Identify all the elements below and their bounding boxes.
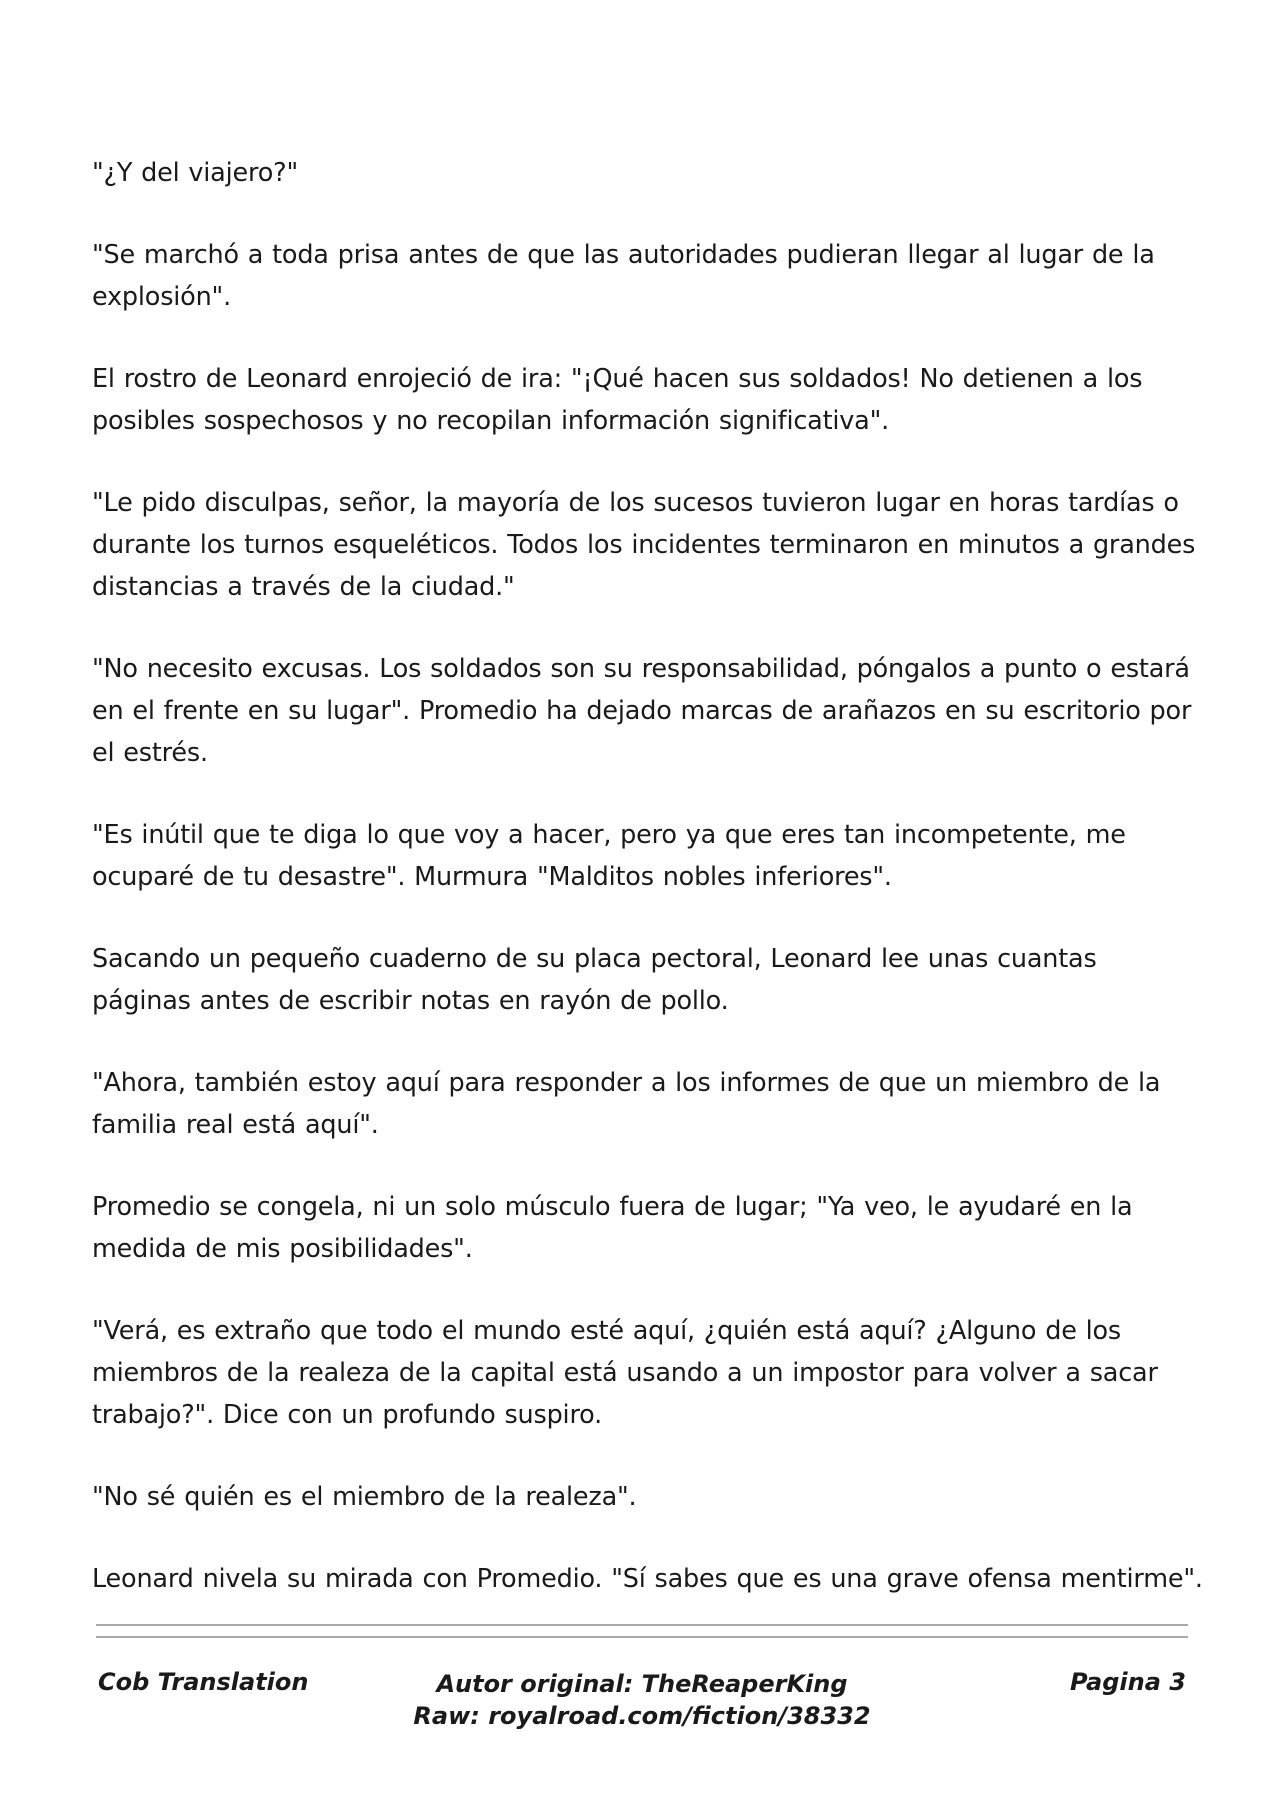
paragraph-11: "No sé quién es el miembro de la realeza". (92, 1482, 637, 1512)
footer-divider (96, 1624, 1188, 1648)
paragraph-5: "No necesito excusas. Los soldados son su responsabilidad, póngalos a punto o estará en el frente en su lugar". Promedio ha dejado marcas de arañazos en su escritorio por el estrés. (92, 654, 1192, 768)
paragraph-3: El rostro de Leonard enrojeció de ira: "¡Qué hacen sus soldados! No detienen a los posibles sospechosos y no recopilan información significativa". (92, 364, 1143, 436)
paragraph-6: "Es inútil que te diga lo que voy a hacer, pero ya que eres tan incompetente, me ocuparé de tu desastre". Murmura "Malditos nobles inferiores". (92, 820, 1126, 892)
footer-rule-bottom (96, 1636, 1188, 1638)
paragraph-9: Promedio se congela, ni un solo músculo fuera de lugar; "Ya veo, le ayudaré en la medida de mis posibilidades". (92, 1192, 1133, 1264)
paragraph-8: "Ahora, también estoy aquí para responder a los informes de que un miembro de la familia real está aquí". (92, 1068, 1161, 1140)
paragraph-1: "¿Y del viajero?" (92, 158, 298, 188)
paragraph-4: "Le pido disculpas, señor, la mayoría de los sucesos tuvieron lugar en horas tardías o durante los turnos esqueléticos. Todos los incidentes terminaron en minutos a grandes distancias a través de la ciudad." (92, 488, 1196, 602)
footer-rule-top (96, 1624, 1188, 1626)
paragraph-12: Leonard nivela su mirada con Promedio. "Sí sabes que es una grave ofensa mentirme". (92, 1564, 1203, 1594)
footer-raw-source: Raw: royalroad.com/fiction/38332 (413, 1702, 871, 1730)
paragraph-7: Sacando un pequeño cuaderno de su placa pectoral, Leonard lee unas cuantas páginas antes de escribir notas en rayón de pollo. (92, 944, 1097, 1016)
footer-translator: Cob Translation (98, 1668, 309, 1696)
footer-page-number: Pagina 3 (1070, 1668, 1186, 1696)
paragraph-2: "Se marchó a toda prisa antes de que las autoridades pudieran llegar al lugar de la explosión". (92, 240, 1155, 312)
footer-author-info (98, 1668, 1186, 1732)
footer-author: Autor original: TheReaperKing (436, 1670, 848, 1698)
page-body (92, 152, 1204, 1640)
paragraph-10: "Verá, es extraño que todo el mundo esté aquí, ¿quién está aquí? ¿Alguno de los miembros de la realeza de la capital está usando a un impostor para volver a sacar trabajo?". Dice con un profundo suspiro. (92, 1316, 1158, 1430)
